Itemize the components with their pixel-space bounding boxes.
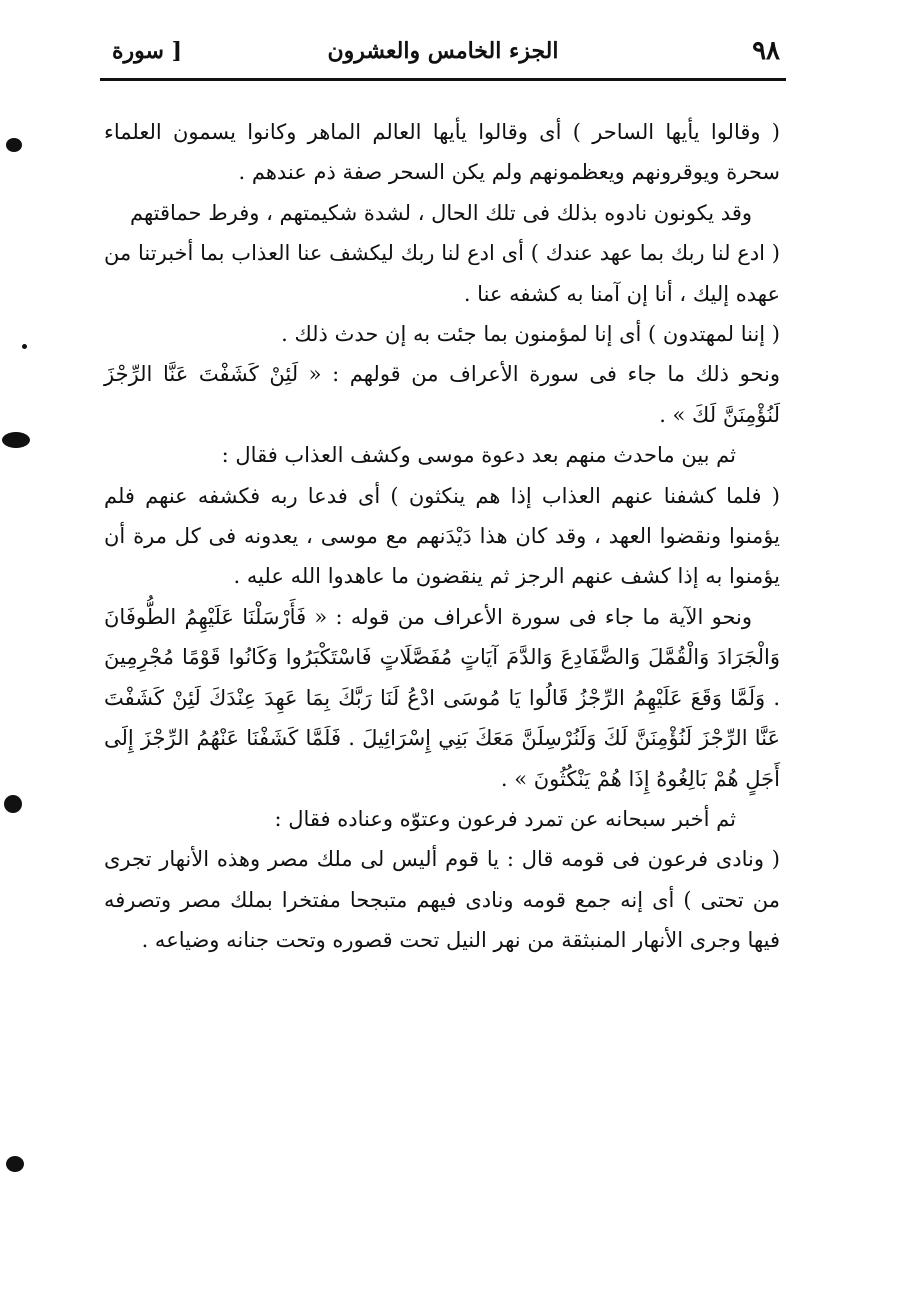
scan-speck bbox=[4, 795, 22, 813]
paragraph: ( وقالوا يأيها الساحر ) أى وقالوا يأيها العالم الماهر وكانوا يسمون العلماء سحرة ويوقرونهم ويعظمونهم ولم يكن السحر صفة ذم عندهم . bbox=[104, 120, 780, 185]
page-header bbox=[100, 32, 786, 80]
paragraph: ونحو الآية ما جاء فى سورة الأعراف من قوله : « فَأَرْسَلْنَا عَلَيْهِمُ الطُّوفَانَ وَالْجَرَادَ وَالْقُمَّلَ وَالضَّفَادِعَ وَالدَّمَ آيَاتٍ مُفَصَّلَاتٍ فَاسْتَكْبَرُوا وَكَانُوا قَوْمًا مُجْرِمِينَ . وَلَمَّا وَقَعَ عَلَيْهِمُ الرِّجْزُ قَالُوا يَا مُوسَى ادْعُ لَنَا رَبَّكَ بِمَا عَهِدَ عِنْدَكَ لَئِنْ كَشَفْتَ عَنَّا الرِّجْزَ لَنُؤْمِنَنَّ لَكَ وَلَنُرْسِلَنَّ مَعَكَ بَنِي إِسْرَائِيلَ . فَلَمَّا كَشَفْنَا عَنْهُمُ الرِّجْزَ إِلَى أَجَلٍ هُمْ بَالِغُوهُ إِذَا هُمْ يَنْكُثُونَ » . bbox=[104, 604, 780, 791]
scan-speck bbox=[6, 138, 22, 152]
scan-speck bbox=[22, 344, 27, 349]
paragraph: ثم بين ماحدث منهم بعد دعوة موسى وكشف العذاب فقال : bbox=[221, 443, 736, 468]
paragraph: ( إننا لمهتدون ) أى إنا لمؤمنون بما جئت به إن حدث ذلك . bbox=[281, 322, 780, 347]
paragraph: ثم أخبر سبحانه عن تمرد فرعون وعتوّه وعناده فقال : bbox=[274, 806, 736, 831]
surah-label: [ سورة bbox=[112, 38, 183, 64]
paragraph: ( ونادى فرعون فى قومه قال : يا قوم أليس لى ملك مصر وهذه الأنهار تجرى من تحتى ) أى إنه جمع قومه ونادى فيهم متبجحا مفتخرا بملك مصر وتصرفه فيها وجرى الأنهار المنبثقة من نهر النيل تحت قصوره وتحت جنانه وضياعه . bbox=[104, 847, 780, 953]
header-rule bbox=[100, 78, 786, 81]
scan-speck bbox=[6, 1156, 24, 1172]
paragraph: ( ادع لنا ربك بما عهد عندك ) أى ادع لنا ربك ليكشف عنا العذاب بما أخبرتنا من عهده إليك ، أنا إن آمنا به كشفه عنا . bbox=[104, 241, 780, 306]
scan-speck bbox=[2, 432, 30, 448]
page-body bbox=[104, 112, 780, 961]
paragraph: ونحو ذلك ما جاء فى سورة الأعراف من قولهم : « لَئِنْ كَشَفْتَ عَنَّا الرِّجْزَ لَنُؤْمِنَنَّ لَكَ » . bbox=[104, 362, 780, 427]
page-number: ٩٨ bbox=[752, 36, 780, 66]
paragraph: وقد يكونون نادوه بذلك فى تلك الحال ، لشدة شكيمتهم ، وفرط حماقتهم bbox=[129, 200, 752, 225]
running-title: الجزء الخامس والعشرون bbox=[327, 38, 559, 64]
paragraph: ( فلما كشفنا عنهم العذاب إذا هم ينكثون ) أى فدعا ربه فكشفه عنهم فلم يؤمنوا ونقضوا العهد ، وقد كان هذا دَيْدَنهم مع موسى ، يعدونه فى كل مرة أن يؤمنوا به إذا كشف عنهم الرجز ثم ينقضون ما عاهدوا الله عليه . bbox=[104, 483, 780, 589]
